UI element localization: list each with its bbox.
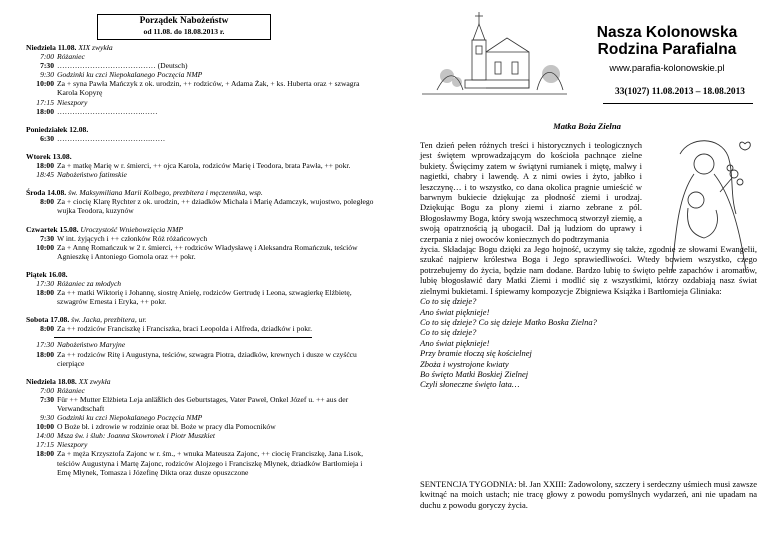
entry-text: Za + matkę Marię w r. śmierci, ++ ojca Karola, rodziców Marię i Teodora, brata Pawła, ++ pokr. bbox=[57, 161, 351, 171]
entry-text: Różaniec bbox=[57, 385, 85, 395]
entry-text: ………………………………… (Deutsch) bbox=[57, 61, 188, 71]
entry-time: 8:00 bbox=[40, 324, 54, 334]
entry-text: Za ++ matki Wiktorię i Johannę, siostrę Anielę, rodziców Gertrudę i Leona, szwagierkę Elżbietę, szwagrów Ernesta i Eryka, ++ pokr. bbox=[57, 288, 352, 307]
schedule-entry bbox=[26, 243, 376, 261]
article-body bbox=[420, 140, 757, 390]
day-heading: Piątek 16.08. bbox=[26, 269, 68, 279]
schedule-entry bbox=[26, 440, 376, 449]
entry-time: 18:00 bbox=[36, 449, 54, 459]
schedule-entry bbox=[26, 386, 376, 395]
entry-time: 17:15 bbox=[36, 440, 54, 450]
entry-time: 17:30 bbox=[36, 278, 54, 288]
schedule-entry bbox=[26, 52, 376, 61]
poem-line: Co to się dzieje? bbox=[420, 327, 477, 338]
schedule-entry bbox=[26, 134, 376, 143]
poem-line: Bo święto Matki Boskiej Zielnej bbox=[420, 368, 529, 379]
entry-time: 9:30 bbox=[40, 70, 54, 80]
entry-text: O Boże bł. i zdrowie w rodzinie oraz bł. Boże w pracy dla Pomocników bbox=[57, 422, 276, 432]
entry-time: 7:00 bbox=[40, 52, 54, 62]
header-divider bbox=[603, 103, 753, 104]
entry-time: 18:45 bbox=[36, 170, 54, 180]
entry-text: ……………………………….…… bbox=[57, 133, 166, 143]
schedule-entry bbox=[26, 197, 376, 215]
day-heading: Poniedziałek 12.08. bbox=[26, 124, 89, 134]
schedule-day bbox=[26, 225, 376, 261]
schedule-entry bbox=[26, 98, 376, 107]
entry-text: Msza św. i ślub: Joanna Skowronek i Piotr Muszkiet bbox=[57, 431, 215, 441]
schedule-day bbox=[26, 43, 376, 116]
entry-time: 18:00 bbox=[36, 161, 54, 171]
entry-time: 17:15 bbox=[36, 97, 54, 107]
entry-text: Nieszpory bbox=[57, 440, 88, 450]
poem-line: Ano świat pięknieje! bbox=[420, 306, 490, 317]
poem-line: Co to się dzieje? Co się dzieje Matko Boska Zielna? bbox=[420, 316, 597, 327]
schedule-entry bbox=[26, 170, 376, 179]
schedule-day bbox=[26, 270, 376, 306]
schedule-entry bbox=[26, 79, 376, 97]
parish-url: www.parafia-kolonowskie.pl bbox=[609, 62, 725, 73]
entry-text: Za + syna Pawła Mańczyk z ok. urodzin, ++ rodziców, + Adama Żak, + ks. Huberta oraz + szwagra Karola Kopyrę bbox=[57, 79, 360, 98]
schedule-entry bbox=[26, 161, 376, 170]
schedule-header bbox=[97, 14, 271, 40]
entry-text: Różaniec za młodych bbox=[57, 278, 122, 288]
schedule-entry bbox=[26, 431, 376, 440]
schedule-entry bbox=[26, 422, 376, 431]
entry-time: 18:00 bbox=[36, 288, 54, 298]
schedule-entry bbox=[26, 324, 376, 333]
poem bbox=[420, 296, 757, 390]
issue-number: 33(1027) 11.08.2013 – 18.08.2013 bbox=[615, 87, 745, 97]
entry-time: 7:00 bbox=[40, 385, 54, 395]
entry-time: 17:30 bbox=[36, 340, 54, 350]
day-heading: Niedziela 11.08. XIX zwykła bbox=[26, 43, 113, 52]
bulletin-title-line1: Nasza Kolonowska bbox=[596, 24, 738, 41]
schedule-day bbox=[26, 152, 376, 179]
entry-time: 18:00 bbox=[36, 349, 54, 359]
day-heading: Sobota 17.08. św. Jacka, prezbitera, ur. bbox=[26, 315, 147, 325]
day-heading: Niedziela 18.08. XX zwykła bbox=[26, 376, 111, 386]
entry-text: Za ++ rodziców Franciszkę i Franciszka, braci Leopolda i Alfreda, dziadków i pokr. bbox=[57, 324, 313, 334]
entry-text: Za + ciocię Klarę Rychter z ok. urodzin, ++ dziadków Michała i Marię Adamczyk, wujostwo, poległego wujka Teodora, kuzynów bbox=[57, 197, 374, 216]
entry-time: 7:30 bbox=[40, 394, 54, 404]
entry-text: Nabożeństwo Maryjne bbox=[57, 340, 126, 350]
entry-text: Za ++ rodziców Ritę i Augustyna, teściów, szwagra Piotra, dziadków, krewnych i dusze w czyśćcu cierpiące bbox=[57, 349, 357, 368]
article-text-wide: życia. Składając Bogu dzięki za Jego hojność, uczymy się także, zgodnie ze słowami Ewangelii, szukać najpierw królestwa Boga i Jego sprawiedliwości. Wtedy bowiem wszystko, czego potrzebujemy do życia, będzie nam dodane. Bardzo lubię to święto pełne zapachów i aromatów, lubię błogosławić dary Matki Ziemi i modlić się z wszystkimi, którzy ozdabiają nasz świat zielnymi bukietami. I śpiewamy kompozycje Zbigniewa Książka i Bartłomieja Gliniaka: bbox=[420, 244, 757, 296]
entry-time: 10:00 bbox=[36, 422, 54, 432]
bulletin-title-line2: Rodzina Parafialna bbox=[597, 41, 737, 58]
entry-text: …………………………….…… bbox=[57, 106, 158, 116]
entry-text: Nabożeństwo fatimskie bbox=[57, 170, 127, 180]
schedule-entry bbox=[26, 340, 376, 349]
entry-time: 9:30 bbox=[40, 413, 54, 423]
entry-text: Za + męża Krzysztofa Zajonc w r. śm., + wnuka Mateusza Zajonc, ++ ciocię Franciszkę, Jana Lisok, teściów Augustyna i Martę Zajonc, rodziców Alojzego i Franciszkę Młynek, dziadków Bartłomieja i Emę Młynek, Tomasza i Józefinę Dikta oraz dusze opuszczone bbox=[57, 449, 364, 477]
schedule-entry bbox=[26, 288, 376, 306]
entry-time: 18:00 bbox=[36, 106, 54, 116]
schedule-entry bbox=[26, 279, 376, 288]
entry-text: Godzinki ku czci Niepokalanego Poczęcia NMP bbox=[57, 70, 203, 80]
entry-text: W int. żyjących i ++ członków Róż różańcowych bbox=[57, 233, 208, 243]
schedule-entry bbox=[26, 107, 376, 116]
schedule-entry bbox=[26, 70, 376, 79]
entry-text: Nieszpory bbox=[57, 97, 88, 107]
schedule-days bbox=[26, 43, 376, 477]
entry-time: 8:00 bbox=[40, 197, 54, 207]
article-text-narrow: Ten dzień pełen różnych treści i historycznych i teologicznych jest świętem wprowadzającym do kościoła pachnące zielne bukiety. Święcimy zatem w świątyni rumianek i miętę, malwy i nagietki, chabry i lawendę. A z nimi owies i żyto, jabłko i leszczynę… i to wszystko, co dana okolica pragnie umieścić w barwnym bukiecie dziękując za płodność ziemi i urodzaj. Dziękując Bogu za plony ziemi i ziarno zebrane z pól. Błogosławmy Boga, który swoją wszechmocą stworzył ziemię, a swoją opatrznością ją ubogacił. Dał ją ludziom do uprawy i czerpania z niej owoców koniecznych do podtrzymania bbox=[420, 140, 642, 244]
entry-time: 14:00 bbox=[36, 431, 54, 441]
entry-text: Godzinki ku czci Niepokalanego Poczęcia NMP bbox=[57, 413, 203, 423]
schedule-entry bbox=[26, 234, 376, 243]
day-heading: Wtorek 13.08. bbox=[26, 151, 72, 161]
schedule-day bbox=[26, 125, 376, 143]
sentence-of-week: SENTENCJA TYGODNIA: bł. Jan XXIII: Zadowolony, szczery i serdeczny uśmiech musi zawsze kwitnąć na moich ustach; nie tracę głowy z powodu pomyślnych wydarzeń, ani nie upadam na duchu z powodu goryczy życia. bbox=[420, 479, 757, 510]
schedule-range: od 11.08. do 18.08.2013 r. bbox=[143, 27, 225, 36]
article-title: Matka Boża Zielna bbox=[553, 121, 621, 131]
entry-time: 6:30 bbox=[40, 133, 54, 143]
entry-time: 10:00 bbox=[36, 79, 54, 89]
poem-line: Ano świat pięknieje! bbox=[420, 337, 490, 348]
divider bbox=[54, 337, 312, 338]
entry-text: Za + Annę Romańczuk w 2 r. śmierci, ++ rodziców Władysławę i Aleksandra Romańczuk, teściów Agnieszkę i Antoniego Gomola oraz ++ pokr. bbox=[57, 242, 358, 261]
church-illustration bbox=[417, 10, 567, 105]
entry-text: Für ++ Mutter Elżbieta Leja anläßlich des Geburtstages, Vater Paweł, Onkel Józef u. ++ aus der Verwandtschaft bbox=[57, 394, 349, 413]
poem-line: Czyli słoneczne święto lata… bbox=[420, 379, 520, 390]
schedule-entry bbox=[26, 449, 376, 476]
schedule-day bbox=[26, 315, 376, 367]
schedule-entry bbox=[26, 395, 376, 413]
day-heading: Środa 14.08. św. Maksymiliana Marii Kolbego, prezbitera i męczennika, wsp. bbox=[26, 188, 263, 198]
poem-line: Przy bramie tłoczą się kościelnej bbox=[420, 348, 532, 359]
poem-line: Co to się dzieje? bbox=[420, 296, 477, 307]
schedule-column bbox=[26, 14, 376, 477]
entry-time: 10:00 bbox=[36, 242, 54, 252]
schedule-entry bbox=[26, 350, 376, 368]
schedule-entry bbox=[26, 413, 376, 422]
schedule-title: Porządek Nabożeństw bbox=[139, 16, 229, 26]
day-heading: Czwartek 15.08. Uroczystość Wniebowzięcia NMP bbox=[26, 224, 184, 234]
schedule-entry bbox=[26, 61, 376, 70]
entry-text: Różaniec bbox=[57, 52, 85, 62]
bulletin-title bbox=[577, 24, 757, 58]
entry-time: 7:30 bbox=[40, 233, 54, 243]
poem-line: Zboża i wystrojone kwiaty bbox=[420, 358, 509, 369]
schedule-day bbox=[26, 188, 376, 215]
schedule-day bbox=[26, 377, 376, 477]
entry-time: 7:30 bbox=[40, 61, 54, 71]
